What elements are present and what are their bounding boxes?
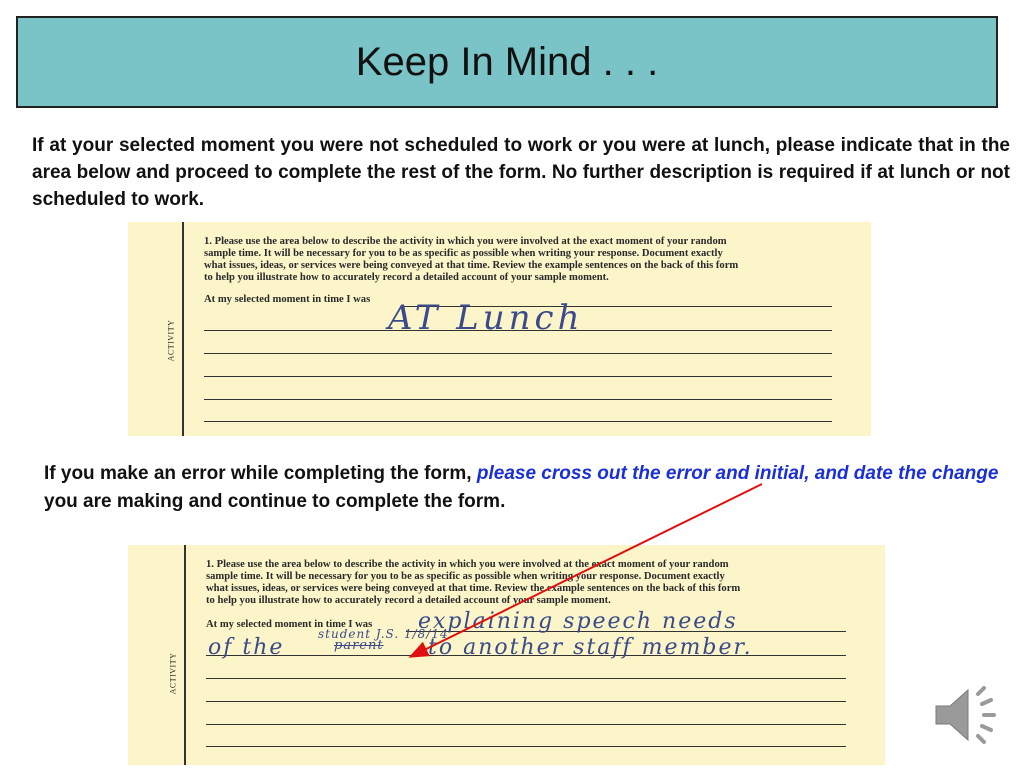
activity-side-label: ACTIVITY [168, 652, 178, 695]
speaker-icon[interactable] [930, 680, 1006, 750]
form-prompt: At my selected moment in time I was [204, 294, 371, 305]
crossed-out-word: parent [334, 638, 384, 653]
handwritten-entry: of the [208, 635, 285, 660]
activity-side-label: ACTIVITY [166, 319, 176, 362]
form-instruction-line: to help you illustrate how to accurately record a detailed account of your sample moment. [206, 595, 611, 606]
handwritten-correction: student J.S. 1/8/14 [318, 627, 449, 641]
handwritten-entry: to another staff member. [428, 635, 753, 660]
form-instruction-line: sample time. It will be necessary for you to be as specific as possible when writing your response. Document exactly [204, 248, 723, 259]
form-prompt: At my selected moment in time I was [206, 619, 373, 630]
form-instruction-line: sample time. It will be necessary for you to be as specific as possible when writing your response. Document exactly [206, 571, 725, 582]
form-instruction-line: 1. Please use the area below to describe the activity in which you were involved at the exact moment of your random [206, 559, 729, 570]
lunch-instruction-text: If at your selected moment you were not scheduled to work or you were at lunch, please indicate that in the area below and proceed to complete the rest of the form. No further description is required if at lunch or not scheduled to work. [32, 135, 1010, 210]
form-instruction-line: what issues, ideas, or services were being conveyed at that time. Review the example sentences on the back of this form [206, 583, 741, 594]
handwritten-entry: AT Lunch [388, 298, 584, 338]
error-instruction-part: If you make an error while completing the form, [44, 463, 477, 484]
handwritten-entry: explaining speech needs [418, 609, 738, 634]
form-instruction-line: 1. Please use the area below to describe the activity in which you were involved at the exact moment of your random [204, 236, 727, 247]
form-instruction-line: to help you illustrate how to accurately record a detailed account of your sample moment. [204, 272, 609, 283]
slide-title: Keep In Mind . . . [355, 39, 659, 84]
error-instruction-part: you are making and continue to complete the form. [44, 491, 506, 512]
form-instruction-line: what issues, ideas, or services were being conveyed at that time. Review the example sentences on the back of this form [204, 260, 739, 271]
error-instruction-emphasis: please cross out the error and initial, and date the change [476, 463, 999, 484]
